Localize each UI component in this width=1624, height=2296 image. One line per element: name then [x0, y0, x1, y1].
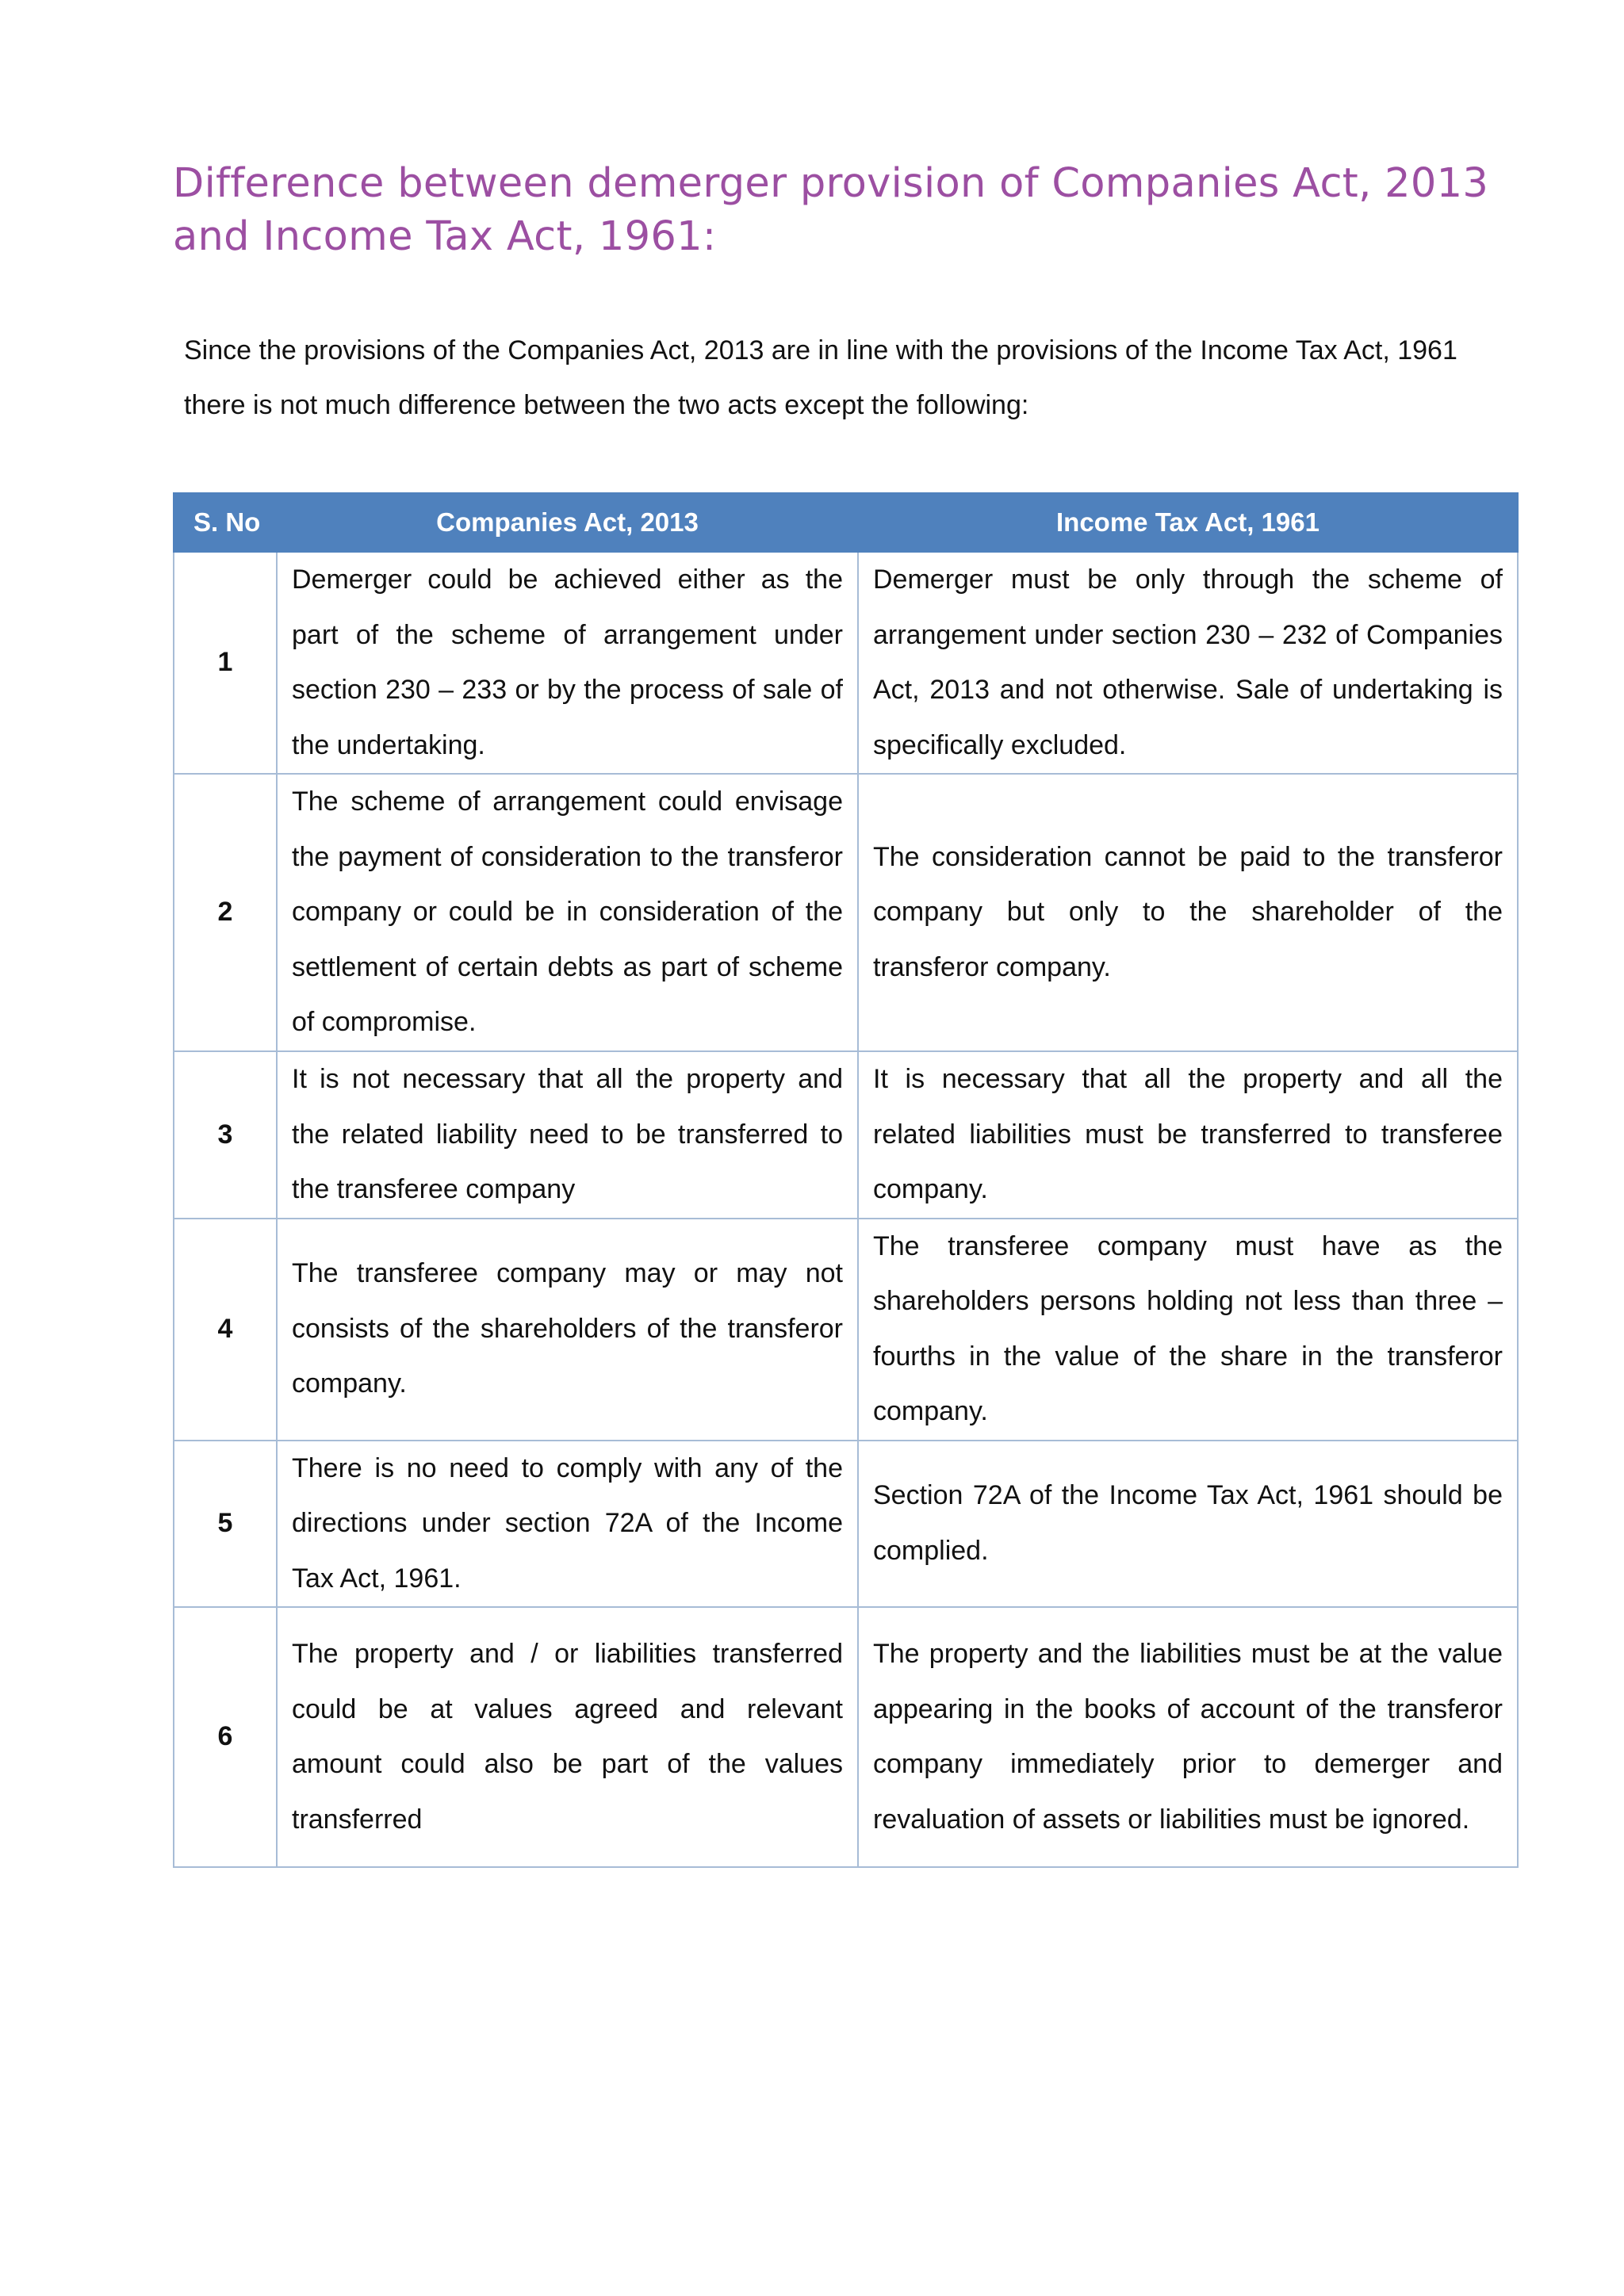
table-row: [174, 1051, 1518, 1219]
income-tax-act-cell: The transferee company must have as the shareholders persons holding not less than three – fourths in the value of the share in the transferor company.: [858, 1219, 1518, 1441]
income-tax-act-cell: Demerger must be only through the scheme of arrangement under section 230 – 232 of Companies Act, 2013 and not otherwise. Sale of undertaking is specifically excluded.: [858, 552, 1518, 774]
header-companies-act: Companies Act, 2013: [277, 493, 858, 552]
table-row: [174, 1219, 1518, 1441]
table-row: [174, 552, 1518, 774]
intro-paragraph: Since the provisions of the Companies Act, 2013 are in line with the provisions of the Income Tax Act, 1961 there is not much difference between the two acts except the following:: [184, 335, 1457, 420]
income-tax-act-cell: The consideration cannot be paid to the transferor company but only to the shareholder of the transferor company.: [858, 774, 1518, 1051]
header-sno: S. No: [174, 493, 277, 552]
companies-act-cell: The scheme of arrangement could envisage the payment of consideration to the transferor company or could be in consideration of the settlement of certain debts as part of scheme of compromise.: [277, 774, 858, 1051]
companies-act-cell: There is no need to comply with any of the directions under section 72A of the Income Tax Act, 1961.: [277, 1441, 858, 1608]
row-number: 1: [174, 552, 277, 774]
income-tax-act-cell: Section 72A of the Income Tax Act, 1961 should be complied.: [858, 1441, 1518, 1608]
companies-act-cell: The property and / or liabilities transferred could be at values agreed and relevant amount could also be part of the values transferred: [277, 1607, 858, 1867]
table-row: [174, 1607, 1518, 1867]
page-title: Difference between demerger provision of Companies Act, 2013 and Income Tax Act, 1961:: [173, 160, 1489, 260]
row-number: 4: [174, 1219, 277, 1441]
table-header-row: [174, 493, 1518, 552]
row-number: 3: [174, 1051, 277, 1219]
companies-act-cell: The transferee company may or may not consists of the shareholders of the transferor company.: [277, 1219, 858, 1441]
header-income-tax-act: Income Tax Act, 1961: [858, 493, 1518, 552]
row-number: 5: [174, 1441, 277, 1608]
companies-act-cell: It is not necessary that all the property and the related liability need to be transferred to the transferee company: [277, 1051, 858, 1219]
row-number: 6: [174, 1607, 277, 1867]
comparison-table: [173, 492, 1519, 1868]
row-number: 2: [174, 774, 277, 1051]
income-tax-act-cell: It is necessary that all the property and all the related liabilities must be transferred to transferee company.: [858, 1051, 1518, 1219]
companies-act-cell: Demerger could be achieved either as the part of the scheme of arrangement under section 230 – 233 or by the process of sale of the undertaking.: [277, 552, 858, 774]
table-row: [174, 1441, 1518, 1608]
table-row: [174, 774, 1518, 1051]
income-tax-act-cell: The property and the liabilities must be at the value appearing in the books of account of the transferor company immediately prior to demerger and revaluation of assets or liabilities must be ignored.: [858, 1607, 1518, 1867]
